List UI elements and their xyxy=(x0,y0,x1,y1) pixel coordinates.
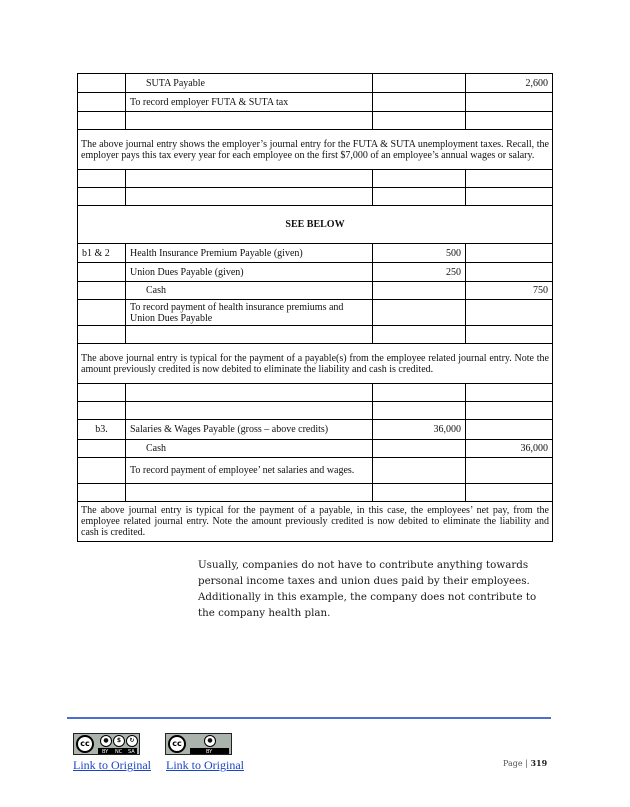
table-row xyxy=(78,384,553,402)
table-row xyxy=(78,74,553,93)
explanation-note: The above journal entry is typical for the payment of a payable, in this case, the employees’ net pay, from the employee related journal entry. Note the amount previously credited is now debited to eliminate the liability and cash is credited. xyxy=(78,502,553,542)
table-row xyxy=(78,112,553,130)
credit-cell: 750 xyxy=(466,282,553,300)
creative-commons-icon: cc xyxy=(168,735,186,753)
account-cell: Salaries & Wages Payable (gross – above credits) xyxy=(126,420,373,440)
table-row xyxy=(78,458,553,484)
creative-commons-icon: cc xyxy=(76,735,94,753)
table-row xyxy=(78,300,553,326)
page-label: Page | xyxy=(503,759,528,768)
table-row xyxy=(78,170,553,188)
page-number xyxy=(503,758,547,768)
sharealike-icon: ↻ xyxy=(126,735,138,747)
table-row xyxy=(78,263,553,282)
account-cell: Union Dues Payable (given) xyxy=(126,263,373,282)
table-row xyxy=(78,282,553,300)
license-label: SA xyxy=(128,749,135,755)
description-cell: To record payment of health insurance premiums and Union Dues Payable xyxy=(126,300,373,326)
noncommercial-icon: $ xyxy=(113,735,125,747)
license-label: NC xyxy=(115,749,123,755)
credit-cell: 2,600 xyxy=(466,74,553,93)
cc-by-nc-sa-license-badge[interactable] xyxy=(73,733,140,755)
journal-entry-table xyxy=(77,73,553,542)
license-label: BY xyxy=(206,749,213,755)
description-cell: To record employer FUTA & SUTA tax xyxy=(126,93,373,112)
table-row xyxy=(78,402,553,420)
table-row xyxy=(78,326,553,344)
table-row xyxy=(78,484,553,502)
page-number-value: 319 xyxy=(530,758,548,768)
explanation-note: The above journal entry shows the employer’s journal entry for the FUTA & SUTA unemployment taxes. Recall, the employer pays this tax every year for each employee on the first $7,000 of an employee’s annual wages or salary. xyxy=(78,130,553,170)
cc-by-license-badge[interactable] xyxy=(165,733,232,755)
table-row xyxy=(78,244,553,263)
reference-cell: b1 & 2 xyxy=(78,244,126,263)
attribution-icon: ● xyxy=(100,735,112,747)
table-row xyxy=(78,344,553,384)
debit-cell: 36,000 xyxy=(373,420,466,440)
table-row xyxy=(78,93,553,112)
table-row xyxy=(78,420,553,440)
table-row xyxy=(78,130,553,170)
description-cell: To record payment of employee’ net salaries and wages. xyxy=(126,458,373,484)
credit-cell: 36,000 xyxy=(466,440,553,458)
attribution-icon: ● xyxy=(204,735,216,747)
account-cell: Cash xyxy=(126,440,373,458)
license-label: BY xyxy=(102,749,109,755)
table-row xyxy=(78,502,553,542)
link-to-original-2[interactable]: Link to Original xyxy=(166,758,244,772)
account-cell: Cash xyxy=(126,282,373,300)
footer-divider xyxy=(67,717,551,719)
account-cell: Health Insurance Premium Payable (given) xyxy=(126,244,373,263)
table-row xyxy=(78,188,553,206)
link-to-original-1[interactable]: Link to Original xyxy=(73,758,151,772)
account-cell: SUTA Payable xyxy=(126,74,373,93)
debit-cell: 500 xyxy=(373,244,466,263)
table-row xyxy=(78,440,553,458)
section-heading: SEE BELOW xyxy=(78,206,553,244)
explanation-note: The above journal entry is typical for the payment of a payable(s) from the employee related journal entry. Note the amount previously credited is now debited to eliminate the liability and cash is credited. xyxy=(78,344,553,384)
table-row xyxy=(78,206,553,244)
reference-cell: b3. xyxy=(78,420,126,440)
debit-cell: 250 xyxy=(373,263,466,282)
body-paragraph: Usually, companies do not have to contribute anything towards personal income taxes and union dues paid by their employees. Additionally in this example, the company does not contribute to the company health plan. xyxy=(198,559,537,619)
